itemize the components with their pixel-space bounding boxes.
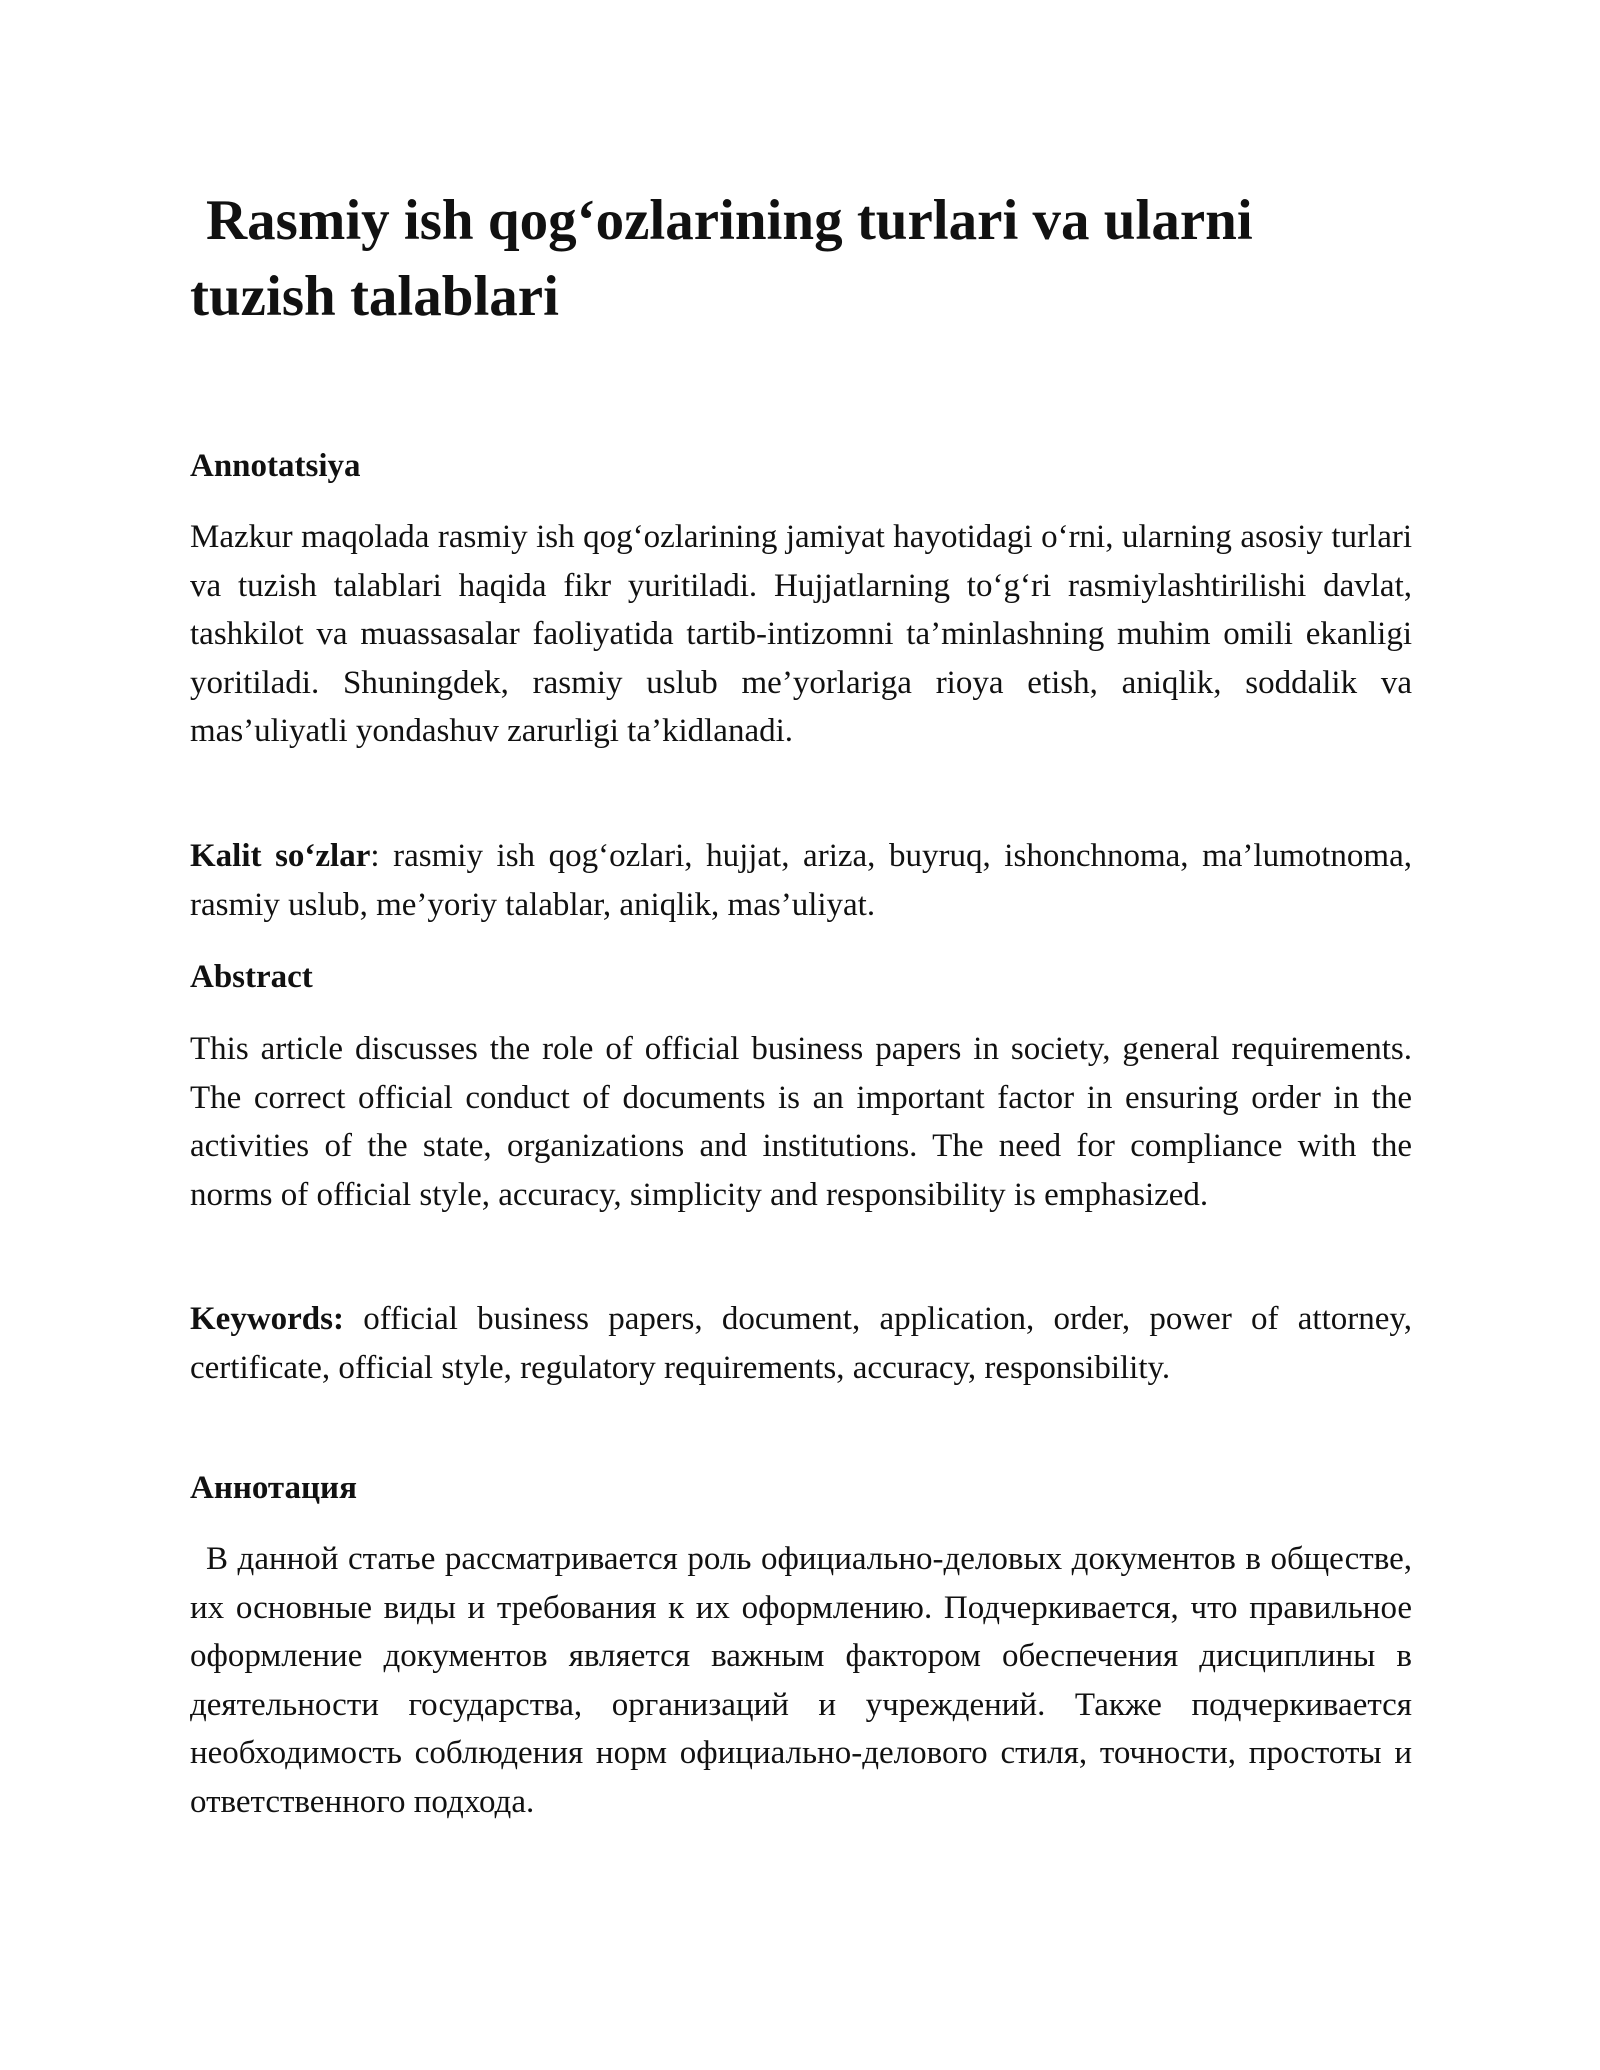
article-title bbox=[190, 183, 1412, 335]
kalit-sozlar-separator: : bbox=[370, 838, 380, 874]
keywords-text: official business papers, document, application, order, power of attorney, certificate, official style, regulatory requirements, accuracy, responsibility. bbox=[190, 1301, 1412, 1386]
kalit-sozlar-text: rasmiy ish qog‘ozlari, hujjat, ariza, buyruq, ishonchnoma, ma’lumotnoma, rasmiy uslub, me’yoriy talablar, aniqlik, mas’uliyat. bbox=[190, 838, 1412, 923]
annotatsiya-ru-heading: Аннотация bbox=[190, 1470, 357, 1506]
abstract-paragraph: This article discusses the role of official business papers in society, general requirements. The correct official conduct of documents is an important factor in ensuring order in the activities of the state, organizations and institutions. The need for compliance with the norms of official style, accuracy, simplicity and responsibility is emphasized. bbox=[190, 1031, 1412, 1213]
annotatsiya-ru-paragraph bbox=[190, 1535, 1412, 1826]
kalit-sozlar-paragraph bbox=[190, 832, 1412, 929]
keywords-paragraph bbox=[190, 1295, 1412, 1392]
keywords-label: Keywords: bbox=[190, 1301, 344, 1337]
kalit-sozlar-label: Kalit so‘zlar bbox=[190, 838, 371, 874]
article-title-text: Rasmiy ish qog‘ozlarining turlari va ularni tuzish talablari bbox=[190, 189, 1253, 328]
annotatsiya-paragraph: Mazkur maqolada rasmiy ish qog‘ozlarining jamiyat hayotidagi o‘rni, ularning asosiy turlari va tuzish talablari haqida fikr yuritiladi. Hujjatlarning to‘g‘ri rasmiylashtirilishi davlat, tashkilot va muassasalar faoliyatida tartib-intizomni ta’minlashning muhim omili ekanligi yoritiladi. Shuningdek, rasmiy uslub me’yorlariga rioya etish, aniqlik, soddalik va mas’uliyatli yondashuv zarurligi ta’kidlanadi. bbox=[190, 519, 1412, 749]
annotatsiya-heading: Annotatsiya bbox=[190, 448, 361, 484]
annotatsiya-ru-text: В данной статье рассматривается роль официально-деловых документов в обществе, их основные виды и требования к их оформлению. Подчеркивается, что правильное оформление документов является важным фактором обеспечения дисциплины в деятельности государства, организаций и учреждений. Также подчеркивается необходимость соблюдения норм официально-делового стиля, точности, простоты и ответственного подхода. bbox=[190, 1541, 1412, 1820]
abstract-heading: Abstract bbox=[190, 959, 313, 995]
